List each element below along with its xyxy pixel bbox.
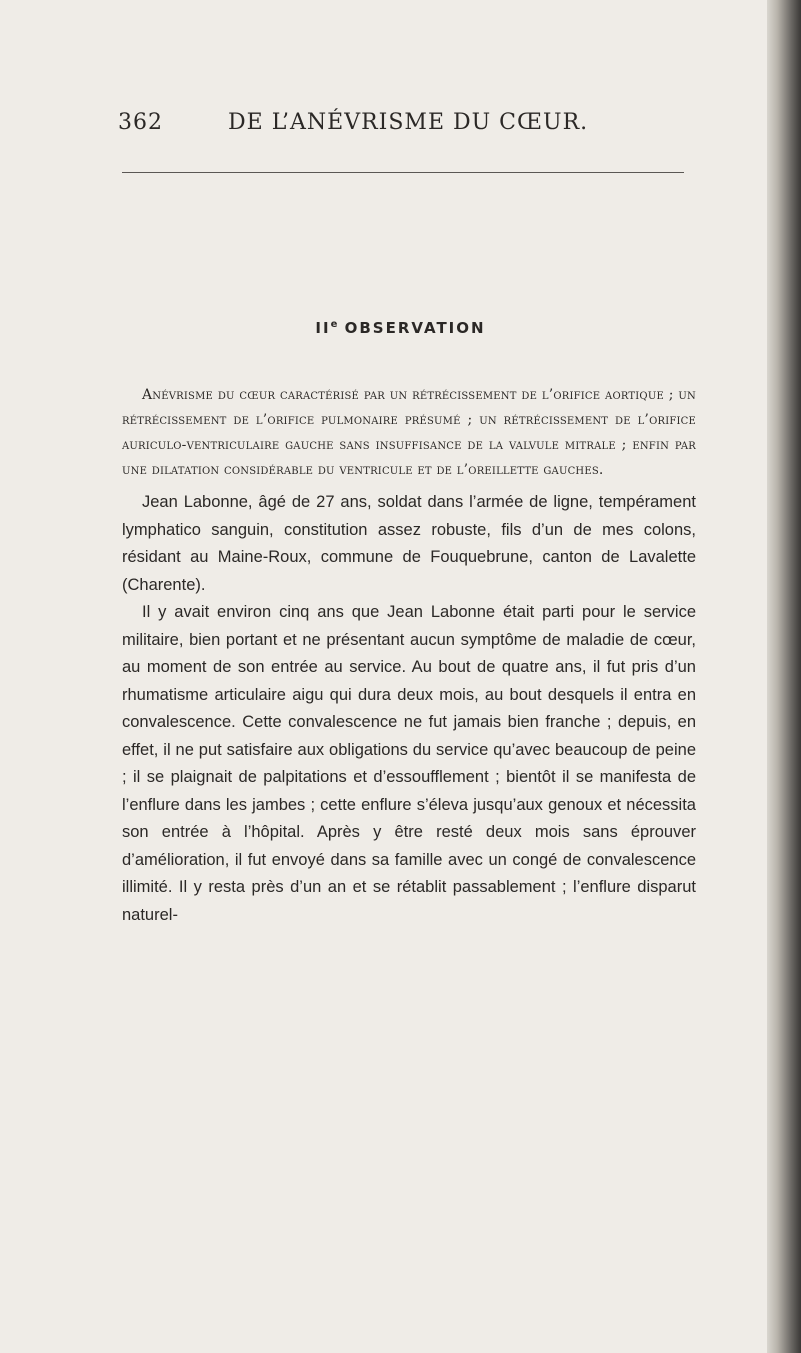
section-title: OBSERVATION [344, 319, 486, 337]
section-heading [0, 319, 801, 337]
header-rule [122, 172, 684, 173]
page-number: 362 [118, 110, 163, 135]
body-text [122, 489, 696, 929]
paragraph: Jean Labonne, âgé de 27 ans, soldat dans l’armée de ligne, tempérament lymphatico sanguin, constitution assez robuste, fils d’un de mes colons, résidant au Maine-Roux, commune de Fouquebrune, canton de Lavalette (Charente). [122, 493, 696, 594]
section-number-superscript: e [330, 319, 338, 330]
page-edge-shadow [767, 0, 801, 1353]
running-header [0, 110, 801, 150]
running-title: DE L’ANÉVRISME DU CŒUR. [228, 110, 589, 135]
observation-summary: Anévrisme du cœur caractérisé par un rétrécissement de l’orifice aortique ; un rétrécissement de l’orifice pulmonaire présumé ; un rétrécissement de l’orifice auriculo-ventriculaire gauche sans insuffisance de la valvule mitrale ; enfin par une dilatation considérable du ventricule et de l’oreillette gauches. [122, 387, 696, 478]
paragraph: Il y avait environ cinq ans que Jean Labonne était parti pour le service militaire, bien portant et ne présentant aucun symptôme de maladie de cœur, au moment de son entrée au service. Au bout de quatre ans, il fut pris d’un rhumatisme articulaire aigu qui dura deux mois, au bout desquels il entra en convalescence. Cette convalescence ne fut jamais bien franche ; depuis, en effet, il ne put satisfaire aux obligations du service qu’avec beaucoup de peine ; il se plaignait de palpitations et d’essoufflement ; bientôt il se manifesta de l’enflure dans les jambes ; cette enflure s’éleva jusqu’aux genoux et nécessita son entrée à l’hôpital. Après y être resté deux mois sans éprouver d’amélioration, il fut envoyé dans sa famille avec un congé de convalescence illimité. Il y resta près d’un an et se rétablit passablement ; l’enflure disparut naturel- [122, 603, 696, 924]
section-number: II [315, 319, 331, 337]
